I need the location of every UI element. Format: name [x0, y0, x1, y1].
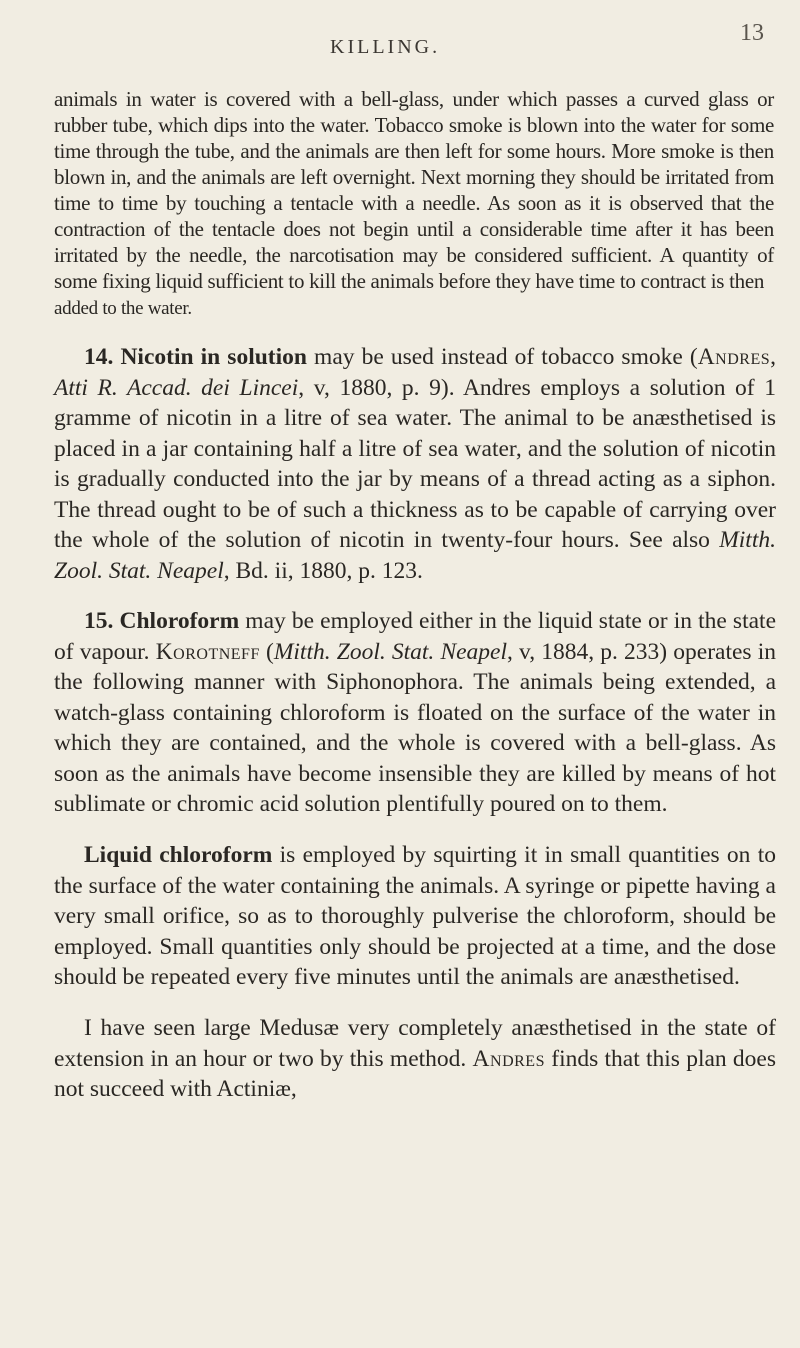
section-text: I have seen large Medusæ very completely anæsthetised in the state of extension in an hour or two by this method.	[54, 1015, 776, 1072]
section-lead: Chloroform	[119, 608, 240, 634]
continued-paragraph-tail: added to the water.	[54, 298, 192, 319]
section-text: (	[259, 638, 274, 665]
section-text: may be used instead of tobacco smoke (	[306, 344, 698, 370]
section-text: may be employed either in the liquid state or in the state of vapour.	[54, 608, 776, 665]
section-lead: Nicotin in solution	[120, 344, 307, 370]
running-head	[0, 14, 800, 58]
page-number: 13	[740, 20, 764, 46]
section-14-nicotin	[54, 342, 776, 586]
continued-paragraph	[54, 86, 774, 322]
liquid-chloroform-paragraph	[54, 840, 776, 993]
section-lead: Liquid chloroform	[84, 842, 273, 868]
section-text: ,	[770, 344, 777, 370]
medusae-paragraph	[54, 1013, 776, 1105]
section-15-chloroform	[54, 606, 776, 820]
section-text: finds that this plan does not succeed with Actiniæ,	[54, 1045, 776, 1102]
journal-citation: Mitth. Zool. Stat. Neapel	[54, 527, 776, 584]
author-name: Andres	[697, 344, 771, 370]
section-number: 14.	[84, 344, 114, 370]
section-number: 15.	[84, 608, 114, 634]
journal-citation: Atti R. Accad. dei Lincei	[54, 374, 299, 401]
journal-citation: Mitth. Zool. Stat. Neapel	[273, 638, 508, 665]
section-text: , v, 1884, p. 233) operates in the following manner with Siphonophora. The animals being extended, a watch-glass containing chloroform is floated on the surface of the water in which they are contained, and the whole is covered with a bell-glass. As soon as the animals have become insensible they are killed by means of hot sublimate or chromic acid solution plentifully poured on to them.	[54, 638, 776, 817]
continued-paragraph-text: animals in water is covered with a bell-glass, under which passes a curved glass or rubber tube, which dips into the water. Tobacco smoke is blown into the water for some time through the tube, and the animals are then left for some hours. More smoke is then blown in, and the animals are left overnight. Next morning they should be irritated from time to time by touching a tentacle with a needle. As soon as it is observed that the contraction of the tentacle does not begin until a considerable time after it has been irritated by the needle, the narcotisation may be considered sufficient. A quantity of some fixing liquid sufficient to kill the animals before they have time to contract is then	[54, 87, 774, 293]
author-name: Andres	[472, 1045, 545, 1072]
section-text: , v, 1880, p. 9). Andres employs a solution of 1 gramme of nicotin in a litre of sea water. The animal to be anæsthetised is placed in a jar containing half a litre of sea water, and the solution of nicotin is gradually conducted into the jar by means of a thread acting as a siphon. The thread ought to be of such a thickness as to be capable of carrying over the whole of the solution of nicotin in twenty-four hours. See also	[54, 374, 776, 553]
section-text: is employed by squirting it in small quantities on to the surface of the water containing the animals. A syringe or pipette having a very small orifice, so as to thoroughly pulverise the chloroform, should be employed. Small quantities only should be projected at a time, and the dose should be repeated every five minutes until the animals are anæsthetised.	[54, 842, 776, 990]
section-text: , Bd. ii, 1880, p. 123.	[223, 557, 423, 584]
author-name: Korotneff	[155, 638, 260, 665]
running-title: KILLING.	[330, 36, 441, 58]
